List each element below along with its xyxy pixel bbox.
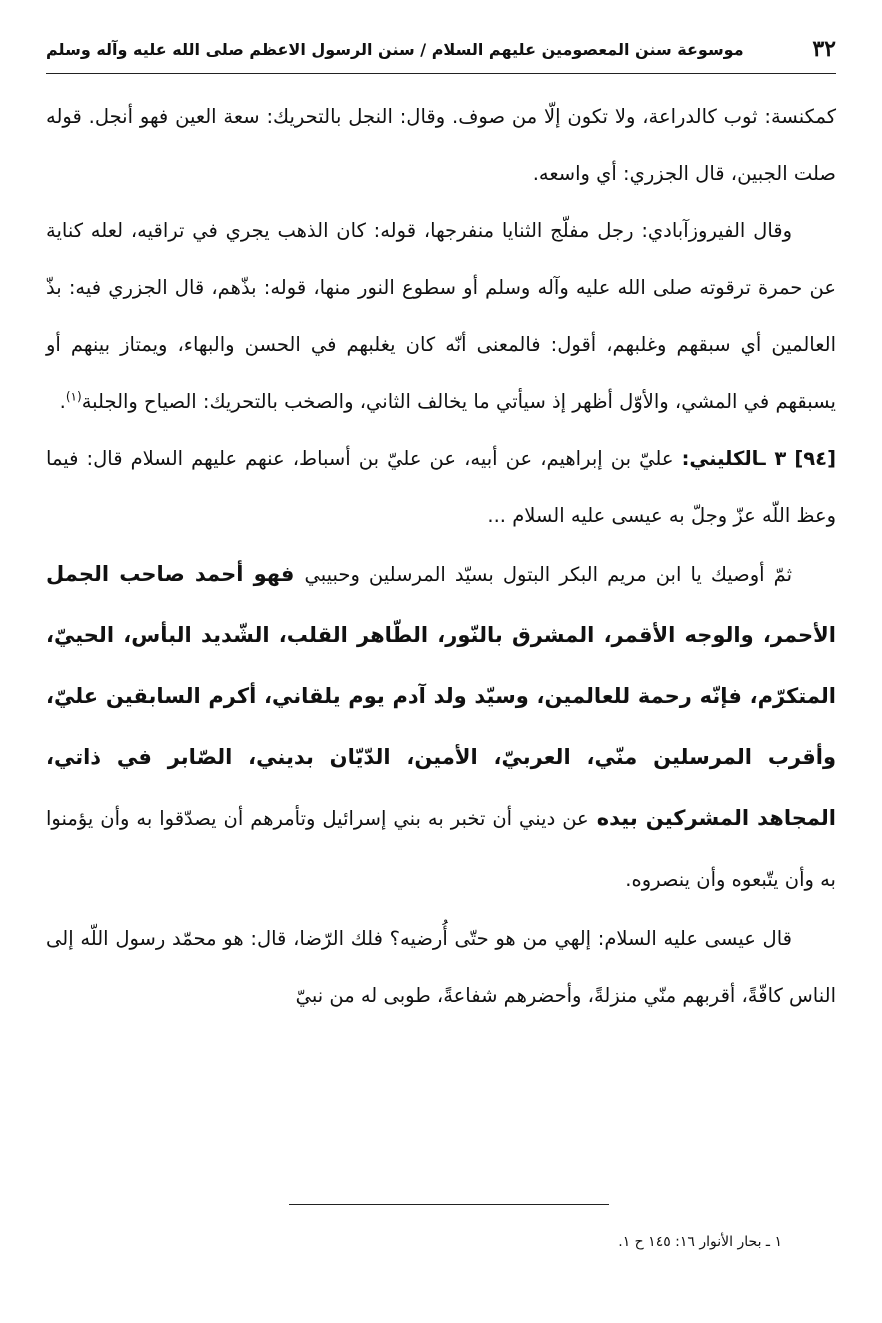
- quote-prefix: ثمّ أوصيك يا ابن مريم البكر البتول بسيّد المرسلين وحبيبي: [304, 563, 792, 586]
- paragraph-text: كمكنسة: ثوب كالدراعة، ولا تكون إلّا من صوف. وقال: النجل بالتحريك: سعة العين فهو أنجل. قوله صلت الجبين، قال الجزري: أي واسعه.: [46, 105, 836, 185]
- hadith-source: الكليني:: [681, 447, 759, 470]
- quote-main: فهو أحمد صاحب الجمل الأحمر، والوجه الأقمر، المشرق بالنّور، الطّاهر القلب، الشّديد البأس، الحييّ، المتكرّم، فإنّه رحمة للعالمين، وسيّد ولد آدم يوم يلقاني، أكرم السابقين عليّ، وأقرب المرسلين منّي، العربيّ، الأمين، الدّيّان بديني، الصّابر في ذاتي، المجاهد المشركين بيده: [46, 562, 837, 830]
- footnote-marker: (١): [65, 389, 82, 404]
- page-header: [46, 36, 836, 74]
- paragraph-text: وقال الفيروزآبادي: رجل مفلّج الثنايا منفرجها، قوله: كان الذهب يجري في تراقيه، لعله كناية عن حمرة ترقوته صلى الله عليه وآله وسلم أو سطوع النور منها، قوله: بذّهم، قال الجزري فيه: بذّ العالمين أي سبقهم وغلبهم، أقول: فالمعنى أنّه كان يغلبهم في الحسن والبهاء، ويمتاز بينهم أو يسبقهم في المشي، والأوّل أظهر إذ سيأتي ما يخالف الثاني، والصخب بالتحريك: الصياح والجلبة: [46, 219, 836, 413]
- quote-suffix: عن ديني أن تخبر به بني إسرائيل وتأمرهم أن يصدّقوا به وأن يؤمنوا به وأن يتّبعوه وأن ينصروه.: [46, 807, 836, 891]
- page-body: [46, 88, 836, 1024]
- paragraph-closing: [46, 910, 836, 1024]
- paragraph-continuation: [46, 88, 836, 202]
- closing-text: قال عيسى عليه السلام: إلهي من هو حتّى أُرضيه؟ فلك الرّضا، قال: هو محمّد رسول اللّه إلى الناس كافّةً، أقربهم منّي منزلةً، وأحضرهم شفاعةً، طوبى له من نبيّ: [46, 927, 836, 1007]
- hadith-number: [٩٤]: [794, 447, 836, 470]
- footnote-rule: [289, 1204, 609, 1205]
- hadith-chain: عليّ بن إبراهيم، عن أبيه، عن عليّ بن أسباط، عنهم عليهم السلام قال: فيما وعظ اللّه عزّ وجلّ به عيسى عليه السلام ...: [46, 447, 836, 527]
- paragraph-commentary: وقال الفيروزآبادي: رجل مفلّج الثنايا منفرجها، قوله: كان الذهب يجري في تراقيه، لعله كناية عن حمرة ترقوته صلى الله عليه وآله وسلم أو سطوع النور منها، قوله: بذّهم، قال الجزري فيه: بذّ العالمين أي سبقهم وغلبهم، أقول: فالمعنى أنّه كان يغلبهم في الحسن والبهاء، ويمتاز بينهم أو يسبقهم في المشي، والأوّل أظهر إذ سيأتي ما يخالف الثاني، والصخب بالتحريك: الصياح والجلبة$^{(١)}$.: [46, 219, 836, 413]
- hadith-entry: [46, 430, 836, 544]
- footnote: ١ ـ بحار الأنوار ١٦: ١٤٥ ح ١.: [618, 1234, 782, 1250]
- running-title: موسوعة سنن المعصومين عليهم السلام / سنن الرسول الاعظم صلى الله عليه وآله وسلم: [46, 40, 744, 59]
- header-rule: [46, 73, 836, 74]
- page-number: ٣٢: [812, 36, 836, 62]
- hadith-quote: [46, 544, 836, 910]
- hadith-sequence: ٣ ـ: [758, 447, 787, 470]
